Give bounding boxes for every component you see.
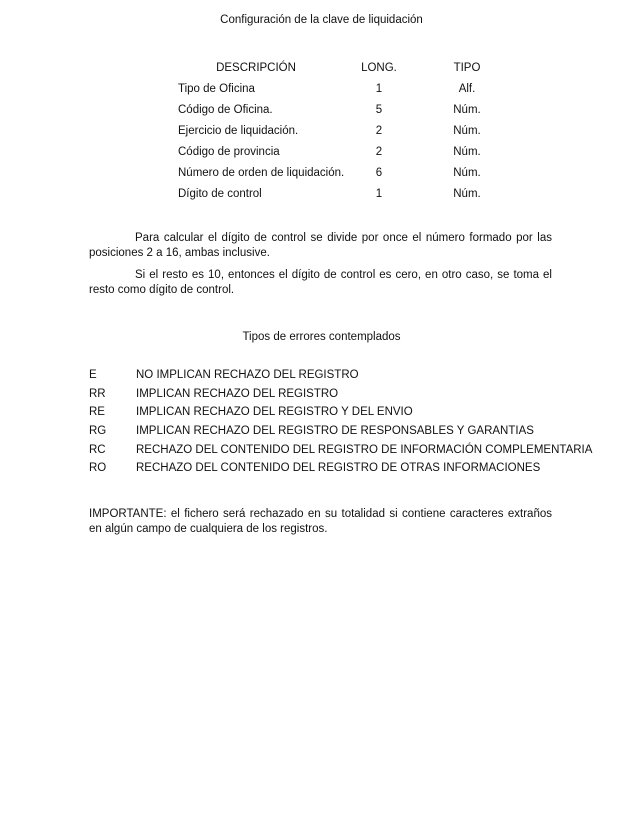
cell-tipo: Núm. xyxy=(453,125,481,137)
cell-long: 6 xyxy=(375,167,383,179)
paragraph-calculo-text: Para calcular el dígito de control se divide por once el número formado por las posiciones 2 a 16, ambas inclusive. xyxy=(89,232,552,259)
error-text: IMPLICAN RECHAZO DEL REGISTRO DE RESPONSABLES Y GARANTIAS xyxy=(136,425,534,437)
paragraph-resto xyxy=(89,268,552,298)
error-code: RR xyxy=(89,388,106,400)
cell-descripcion: Tipo de Oficina xyxy=(178,83,255,95)
cell-tipo: Alf. xyxy=(458,83,476,95)
error-text: RECHAZO DEL CONTENIDO DEL REGISTRO DE OTRAS INFORMACIONES xyxy=(136,462,541,474)
cell-long: 1 xyxy=(375,83,383,95)
error-text: NO IMPLICAN RECHAZO DEL REGISTRO xyxy=(136,369,359,381)
error-code: RC xyxy=(89,444,106,456)
cell-descripcion: Número de orden de liquidación. xyxy=(178,167,345,179)
cell-long: 5 xyxy=(375,104,383,116)
cell-tipo: Núm. xyxy=(453,146,481,158)
cell-descripcion: Ejercicio de liquidación. xyxy=(178,125,299,137)
cell-long: 2 xyxy=(375,146,383,158)
cell-tipo: Núm. xyxy=(453,167,481,179)
cell-descripcion: Dígito de control xyxy=(178,188,262,200)
error-code: RE xyxy=(89,406,105,418)
cell-tipo: Núm. xyxy=(453,188,481,200)
cell-long: 2 xyxy=(375,125,383,137)
header-tipo: TIPO xyxy=(453,62,481,74)
error-text: IMPLICAN RECHAZO DEL REGISTRO Y DEL ENVIO xyxy=(136,406,413,418)
page-title: Configuración de la clave de liquidación xyxy=(220,14,423,26)
paragraph-resto-text: Si el resto es 10, entonces el dígito de control es cero, en otro caso, se toma el resto como dígito de control. xyxy=(89,269,552,296)
important-note: IMPORTANTE: el fichero será rechazado en su totalidad si contiene caracteres extraños en algún campo de cualquiera de los registros. xyxy=(89,508,552,535)
error-text: IMPLICAN RECHAZO DEL REGISTRO xyxy=(136,388,339,400)
cell-tipo: Núm. xyxy=(453,104,481,116)
header-long: LONG. xyxy=(361,62,397,74)
cell-long: 1 xyxy=(375,188,383,200)
error-code: RO xyxy=(89,462,107,474)
error-code: RG xyxy=(89,425,107,437)
cell-descripcion: Código de Oficina. xyxy=(178,104,273,116)
errors-title: Tipos de errores contemplados xyxy=(242,331,401,343)
paragraph-calculo xyxy=(89,231,552,261)
error-code: E xyxy=(89,369,97,381)
header-descripcion: DESCRIPCIÓN xyxy=(216,62,296,74)
cell-descripcion: Código de provincia xyxy=(178,146,280,158)
error-text: RECHAZO DEL CONTENIDO DEL REGISTRO DE INFORMACIÓN COMPLEMENTARIA xyxy=(136,444,593,456)
